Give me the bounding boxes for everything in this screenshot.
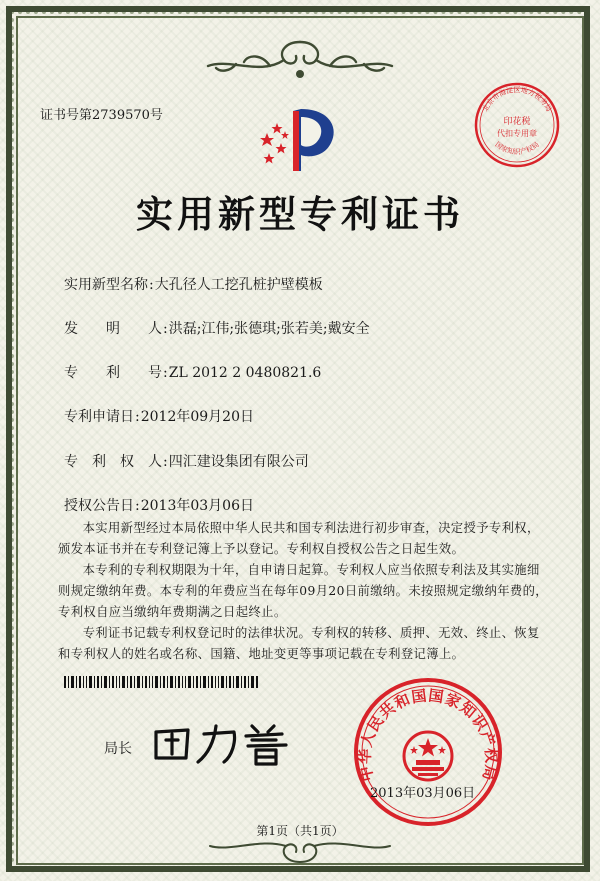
- svg-text:国家知识产权局: [493, 140, 540, 156]
- tax-stamp: [472, 80, 562, 170]
- svg-text:北京市海淀区地方税务局: [480, 85, 552, 113]
- field-value: 2012年09月20日: [140, 409, 254, 425]
- certificate-body: [58, 518, 548, 665]
- field-label: 专利申请日: [64, 409, 134, 425]
- field-value: 大孔径人工挖孔桩护壁模板: [154, 277, 323, 293]
- field-utility-model-name: [64, 274, 323, 294]
- field-label: 专 利 权 人: [64, 454, 162, 470]
- field-separator: :: [135, 409, 140, 425]
- stamp-bottom-text: 国家知识产权局: [493, 140, 541, 157]
- certificate-number: 证书号第2739570号: [40, 108, 163, 123]
- top-ornament: [200, 36, 400, 82]
- field-patentee: [64, 451, 309, 471]
- seal-text: 中华人民共和国国家知识产权局: [355, 686, 501, 784]
- field-label: 授权公告日: [64, 498, 134, 514]
- field-value: 2013年03月06日: [140, 498, 254, 514]
- field-inventors: [64, 318, 370, 338]
- field-value: ZL 2012 2 0480821.6: [168, 365, 322, 381]
- patent-office-logo-icon: [255, 103, 347, 177]
- seal-date: 2013年03月06日: [370, 786, 476, 801]
- field-label: 专 利 号: [64, 365, 162, 381]
- stamp-mid-text: 印花税: [503, 117, 531, 127]
- field-separator: :: [149, 277, 154, 293]
- field-value: 四汇建设集团有限公司: [168, 454, 309, 470]
- barcode: [64, 676, 260, 688]
- field-separator: :: [163, 321, 168, 337]
- field-separator: :: [163, 365, 168, 381]
- stamp-sub-text: 代扣专用章: [497, 129, 537, 138]
- field-application-date: [64, 406, 254, 426]
- field-separator: :: [163, 454, 168, 470]
- field-grant-date: [64, 495, 254, 515]
- director-label: 局长: [104, 741, 132, 757]
- field-value: 洪磊;江伟;张德琪;张若美;戴安全: [168, 321, 370, 337]
- body-paragraph: 本实用新型经过本局依照中华人民共和国专利法进行初步审查，决定授予专利权，颁发本证书并在专利登记簿上予以登记。专利权自授权公告之日起生效。: [58, 521, 540, 556]
- state-ip-office-seal: [352, 676, 504, 828]
- field-label: 发 明 人: [64, 321, 162, 337]
- field-label: 实用新型名称: [64, 277, 148, 293]
- certificate-title: 实用新型专利证书: [136, 192, 464, 236]
- page-number: 第1页（共1页）: [256, 824, 344, 838]
- field-patent-number: [64, 362, 321, 382]
- stamp-top-text: 北京市海淀区地方税务局: [481, 86, 553, 113]
- bottom-ornament: [200, 836, 400, 866]
- body-paragraph: 本专利的专利权期限为十年，自申请日起算。专利权人应当依照专利法及其实施细则规定缴纳年费。本专利的年费应当在每年09月20日前缴纳。未按照规定缴纳年费的，专利权自应当缴纳年费期满之日起终止。: [58, 563, 548, 619]
- body-paragraph: 专利证书记载专利权登记时的法律状况。专利权的转移、质押、无效、终止、恢复和专利权人的姓名或名称、国籍、地址变更等事项记载在专利登记簿上。: [58, 626, 540, 661]
- director-signature: [148, 718, 298, 768]
- field-separator: :: [135, 498, 140, 514]
